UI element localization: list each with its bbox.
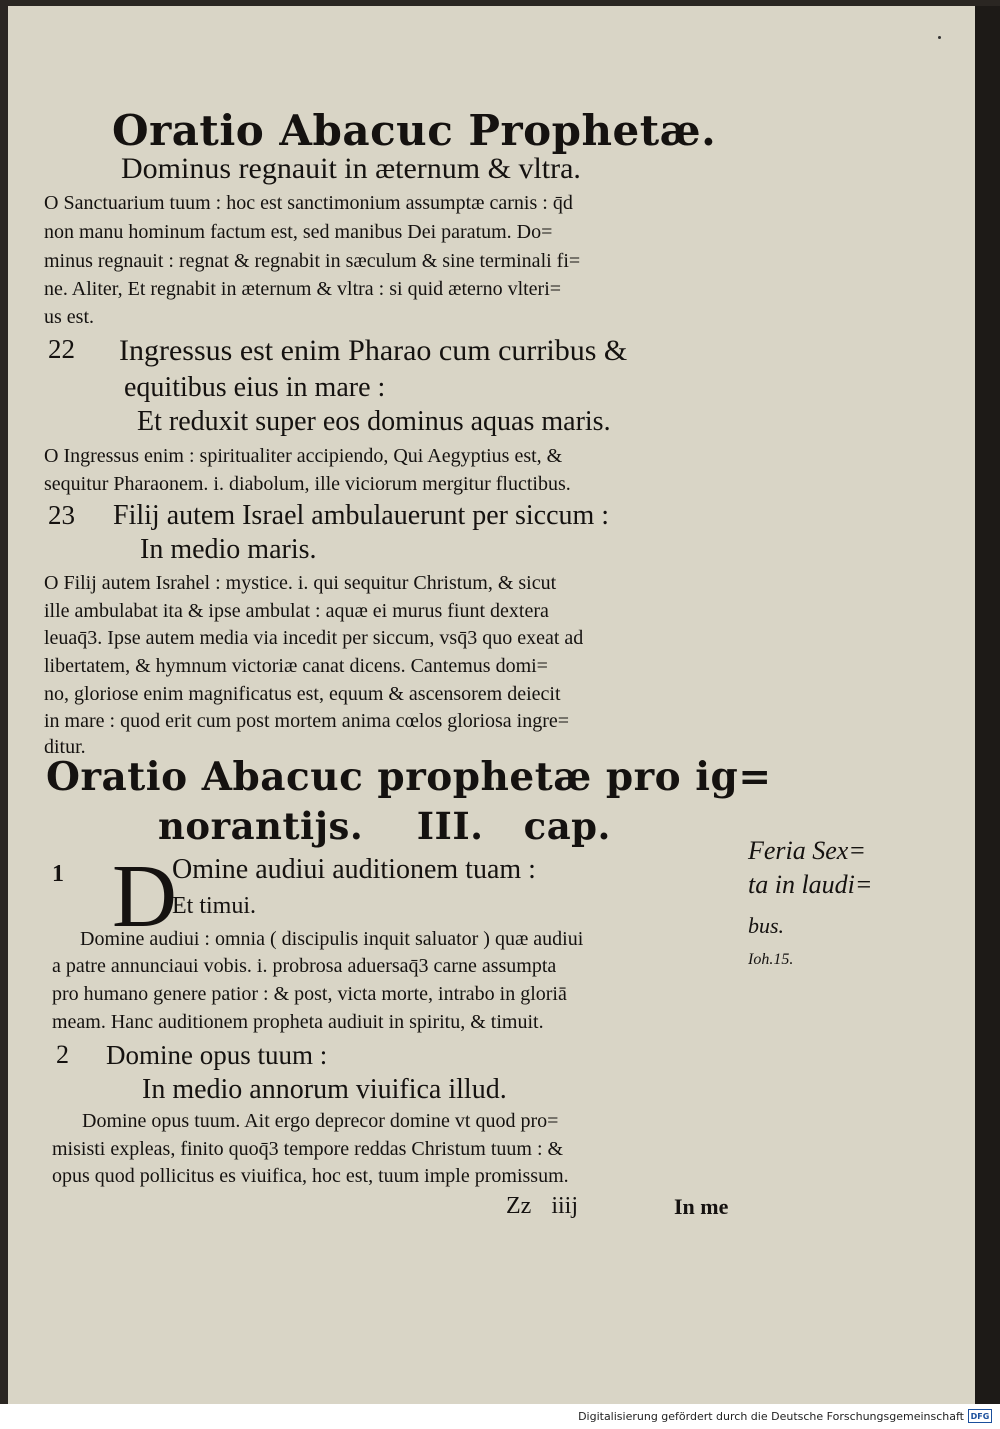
digitization-footer xyxy=(0,1404,1000,1429)
verse-line: Et timui. xyxy=(172,893,256,919)
commentary-line: sequitur Pharaonem. i. diabolum, ille viciorum mergitur fluctibus. xyxy=(44,473,571,495)
margin-note-line: Ioh.15. xyxy=(748,951,794,968)
verse-number: 23 xyxy=(48,500,75,530)
commentary-line: misisti expleas, finito quoq̄3 tempore reddas Christum tuum : & xyxy=(52,1138,564,1160)
signature-mark: Zz iiij xyxy=(506,1193,578,1219)
subheading-dominus-regnauit: Dominus regnauit in æternum & vltra. xyxy=(121,152,581,185)
commentary-line: us est. xyxy=(44,306,94,328)
heading-chapter-iii: norantijs. III. cap. xyxy=(158,804,611,848)
verse-line: Domine opus tuum : xyxy=(106,1040,328,1070)
book-page xyxy=(8,6,977,1404)
verse-line: In medio maris. xyxy=(140,534,317,565)
commentary-line: opus quod pollicitus es viuifica, hoc est, tuum imple promissum. xyxy=(52,1165,569,1187)
commentary-line: no, gloriose enim magnificatus est, equum & ascensorem deiecit xyxy=(44,683,561,705)
scan-edge xyxy=(975,6,1000,1404)
verse-line: Omine audiui auditionem tuam : xyxy=(172,854,536,885)
margin-note-line: Feria Sex= xyxy=(748,836,866,865)
commentary-line: O Ingressus enim : spiritualiter accipiendo, Qui Aegyptius est, & xyxy=(44,445,563,467)
heading-oratio-abacuc: Oratio Abacuc Prophetæ. xyxy=(112,106,717,155)
commentary-line: Domine audiui : omnia ( discipulis inquit saluator ) quæ audiui xyxy=(80,928,584,950)
commentary-line: in mare : quod erit cum post mortem anima cœlos gloriosa ingre= xyxy=(44,710,570,732)
commentary-line: ille ambulabat ita & ipse ambulat : aquæ ei murus fiunt dextera xyxy=(44,600,549,622)
commentary-line: minus regnauit : regnat & regnabit in sæculum & sine terminali fi= xyxy=(44,250,581,272)
verse-line: In medio annorum viuifica illud. xyxy=(142,1074,507,1105)
verse-number: 1 xyxy=(52,861,64,887)
commentary-line: a patre annunciaui vobis. i. probrosa aduersaq̄3 carne assumpta xyxy=(52,955,557,977)
verse-number: 2 xyxy=(56,1040,69,1069)
commentary-line: pro humano genere patior : & post, victa morte, intrabo in gloriā xyxy=(52,983,567,1005)
commentary-line: ditur. xyxy=(44,736,86,758)
ink-speck xyxy=(938,36,941,39)
dfg-logo-icon: DFG xyxy=(968,1409,992,1423)
commentary-line: O Sanctuarium tuum : hoc est sanctimonium assumptæ carnis : q̄d xyxy=(44,192,573,214)
commentary-line: leuaq̄3. Ipse autem media via incedit per siccum, vsq̄3 quo exeat ad xyxy=(44,627,584,649)
verse-number: 22 xyxy=(48,334,75,364)
verse-line: Et reduxit super eos dominus aquas maris. xyxy=(137,406,611,437)
commentary-line: Domine opus tuum. Ait ergo deprecor domine vt quod pro= xyxy=(82,1110,559,1132)
verse-line: Ingressus est enim Pharao cum curribus & xyxy=(119,334,628,367)
margin-note-line: ta in laudi= xyxy=(748,870,873,899)
commentary-line: meam. Hanc auditionem propheta audiuit in spiritu, & timuit. xyxy=(52,1011,544,1033)
verse-line: Filij autem Israel ambulauerunt per siccum : xyxy=(113,500,610,531)
commentary-line: libertatem, & hymnum victoriæ canat dicens. Cantemus domi= xyxy=(44,655,548,677)
commentary-line: ne. Aliter, Et regnabit in æternum & vltra : si quid æterno vlteri= xyxy=(44,278,562,300)
commentary-line: O Filij autem Israhel : mystice. i. qui sequitur Christum, & sicut xyxy=(44,572,557,594)
verse-line: equitibus eius in mare : xyxy=(124,372,386,403)
drop-capital: D xyxy=(112,847,177,946)
footer-credit-text: Digitalisierung gefördert durch die Deutsche Forschungsgemeinschaft xyxy=(578,1410,964,1423)
heading-oratio-ignorantijs: Oratio Abacuc prophetæ pro ig= xyxy=(46,754,772,800)
commentary-line: non manu hominum factum est, sed manibus Dei paratum. Do= xyxy=(44,221,553,243)
catchword: In me xyxy=(674,1194,729,1219)
margin-note-line: bus. xyxy=(748,913,785,938)
